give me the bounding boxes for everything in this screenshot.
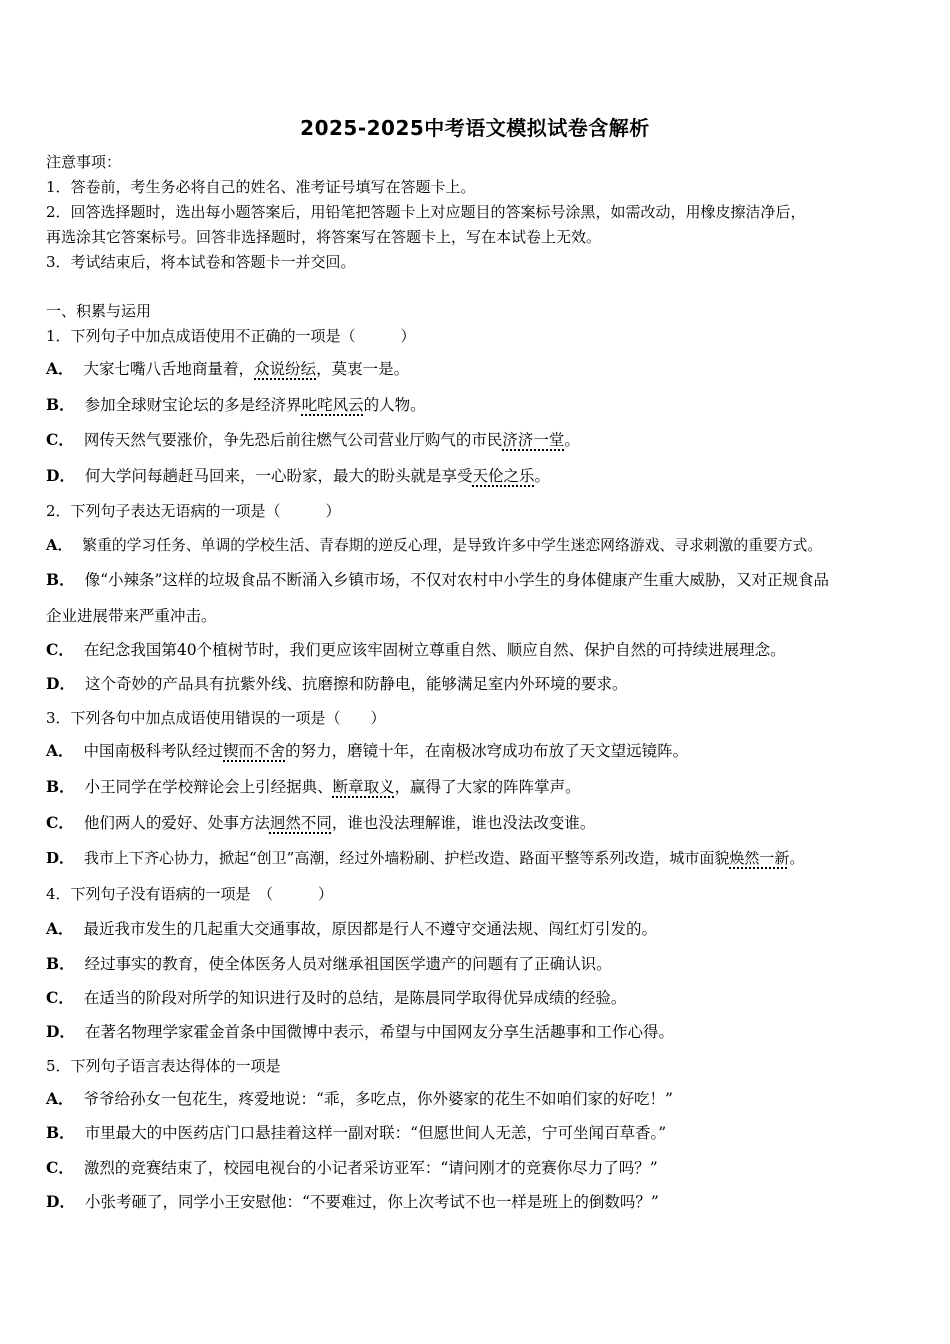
option-a xyxy=(46,741,688,761)
option-label: B． xyxy=(46,777,75,796)
option-c xyxy=(46,430,580,450)
option-label: D． xyxy=(46,1192,75,1211)
option-label: B． xyxy=(46,395,75,414)
option-c xyxy=(46,988,626,1008)
option-label: C． xyxy=(46,1158,74,1177)
option-d xyxy=(46,674,627,694)
option-text: ，莫衷一是。 xyxy=(316,360,410,378)
option-text: 在纪念我国第40个植树节时，我们更应该牢固树立尊重自然、顺应自然、保护自然的可持续进展理念。 xyxy=(83,641,786,659)
option-text: 繁重的学习任务、单调的学校生活、青春期的逆反心理，是导致许多中学生迷恋网络游戏、寻求刺激的重要方式。 xyxy=(82,537,823,554)
option-text: 的人物。 xyxy=(363,396,426,414)
option-label: B． xyxy=(46,954,75,973)
question-stem: 2．下列句子表达无语病的一项是（ ） xyxy=(46,502,341,520)
option-text: 企业进展带来严重冲击。 xyxy=(46,607,217,625)
option-label: D． xyxy=(46,1022,75,1041)
option-label: D． xyxy=(46,674,75,693)
option-d xyxy=(46,848,804,868)
notice-item: 2．回答选择题时，选出每小题答案后，用铅笔把答题卡上对应题目的答案标号涂黑，如需改动，用橡皮擦洁净后， xyxy=(46,203,806,221)
option-text: 。 xyxy=(564,431,580,449)
notice-item: 3．考试结束后，将本试卷和答题卡一并交回。 xyxy=(46,253,356,271)
option-label: A． xyxy=(46,1089,74,1108)
option-a xyxy=(46,1089,673,1109)
option-text: ，谁也没法理解谁，谁也没法改变谁。 xyxy=(331,814,596,832)
option-c xyxy=(46,1158,658,1178)
option-c xyxy=(46,640,786,660)
option-d xyxy=(46,466,550,486)
dotted-idiom: 天伦之乐 xyxy=(472,467,535,485)
option-label: B． xyxy=(46,570,75,589)
option-text: 参加全球财宝论坛的多是经济界 xyxy=(84,396,302,414)
section-heading: 一、积累与运用 xyxy=(46,302,152,320)
option-label: D． xyxy=(46,849,75,867)
option-text: 网传天然气要涨价，争先恐后前往燃气公司营业厅购气的市民 xyxy=(83,431,503,449)
option-text: 市里最大的中医药店门口悬挂着这样一副对联：“但愿世间人无恙，宁可坐闻百草香。” xyxy=(84,1124,667,1142)
option-label: C． xyxy=(46,640,74,659)
option-b xyxy=(46,1123,666,1143)
option-text: 爷爷给孙女一包花生，疼爱地说：“乖，多吃点，你外婆家的花生不如咱们家的好吃！” xyxy=(83,1090,673,1108)
question-stem: 3．下列各句中加点成语使用错误的一项是（ ） xyxy=(46,709,386,727)
option-a xyxy=(46,919,657,939)
option-text: 在著名物理学家霍金首条中国微博中表示，希望与中国网友分享生活趣事和工作心得。 xyxy=(84,1023,674,1041)
option-b xyxy=(46,954,612,974)
option-text: 何大学问每趟赶马回来，一心盼家，最大的盼头就是享受 xyxy=(84,467,473,485)
option-text: 他们两人的爱好、处事方法 xyxy=(83,814,270,832)
option-text: 最近我市发生的几起重大交通事故，原因都是行人不遵守交通法规、闯红灯引发的。 xyxy=(83,920,658,938)
option-text: 像“小辣条”这样的垃圾食品不断涌入乡镇市场，不仅对农村中小学生的身体健康产生重大威胁，又对正规食品 xyxy=(84,571,829,589)
option-text: 。 xyxy=(534,467,550,485)
option-text: 。 xyxy=(789,849,805,867)
option-label: D． xyxy=(46,466,75,485)
notice-heading: 注意事项： xyxy=(46,153,122,171)
option-text: 的努力，磨镜十年，在南极冰穹成功布放了天文望远镜阵。 xyxy=(285,742,689,760)
option-label: C． xyxy=(46,988,74,1007)
option-a xyxy=(46,359,409,379)
dotted-idiom: 迥然不同 xyxy=(269,814,332,832)
question-stem: 4．下列句子没有语病的一项是 （ ） xyxy=(46,885,334,903)
option-text: 激烈的竞赛结束了，校园电视台的小记者采访亚军：“请问刚才的竞赛你尽力了吗？” xyxy=(83,1159,658,1177)
dotted-idiom: 济济一堂 xyxy=(502,431,565,449)
option-c xyxy=(46,813,595,833)
question-stem: 5．下列句子语言表达得体的一项是 xyxy=(46,1057,281,1075)
option-text: 小张考砸了，同学小王安慰他：“不要难过，你上次考试不也一样是班上的倒数吗？” xyxy=(84,1193,659,1211)
option-label: A． xyxy=(46,359,74,378)
option-label: C． xyxy=(46,430,74,449)
option-text: 小王同学在学校辩论会上引经据典、 xyxy=(84,778,333,796)
notice-item: 1．答卷前，考生务必将自己的姓名、准考证号填写在答题卡上。 xyxy=(46,178,476,196)
option-b xyxy=(46,570,829,590)
option-text: 经过事实的教育，使全体医务人员对继承祖国医学遗产的问题有了正确认识。 xyxy=(84,955,612,973)
dotted-idiom: 断章取义 xyxy=(332,778,395,796)
dotted-idiom: 叱咤风云 xyxy=(301,396,364,414)
option-label: C． xyxy=(46,813,74,832)
question-stem: 1．下列句子中加点成语使用不正确的一项是（ ） xyxy=(46,327,416,345)
option-a xyxy=(46,536,822,556)
option-text: 大家七嘴八舌地商量着， xyxy=(83,360,255,378)
dotted-idiom: 众说纷纭 xyxy=(254,360,317,378)
option-label: A． xyxy=(46,537,73,554)
option-b xyxy=(46,777,581,797)
option-b xyxy=(46,395,426,415)
option-d xyxy=(46,1192,659,1212)
option-label: A． xyxy=(46,919,74,938)
option-text: 我市上下齐心协力，掀起“创卫”高潮，经过外墙粉刷、护栏改造、路面平整等系列改造，城市面貌 xyxy=(84,849,730,867)
option-text: 在适当的阶段对所学的知识进行及时的总结，是陈晨同学取得优异成绩的经验。 xyxy=(83,989,627,1007)
option-b-continued xyxy=(46,606,217,626)
option-d xyxy=(46,1022,674,1042)
option-text: 这个奇妙的产品具有抗紫外线、抗磨擦和防静电，能够满足室内外环境的要求。 xyxy=(84,675,628,693)
option-text: ，赢得了大家的阵阵掌声。 xyxy=(394,778,581,796)
dotted-idiom: 焕然一新 xyxy=(729,849,790,867)
option-label: B． xyxy=(46,1123,75,1142)
page-title: 2025-2025中考语文模拟试卷含解析 xyxy=(300,116,650,140)
notice-item: 再选涂其它答案标号。回答非选择题时，将答案写在答题卡上，写在本试卷上无效。 xyxy=(46,228,602,246)
option-label: A． xyxy=(46,741,74,760)
dotted-idiom: 锲而不舍 xyxy=(223,742,286,760)
option-text: 中国南极科考队经过 xyxy=(83,742,224,760)
